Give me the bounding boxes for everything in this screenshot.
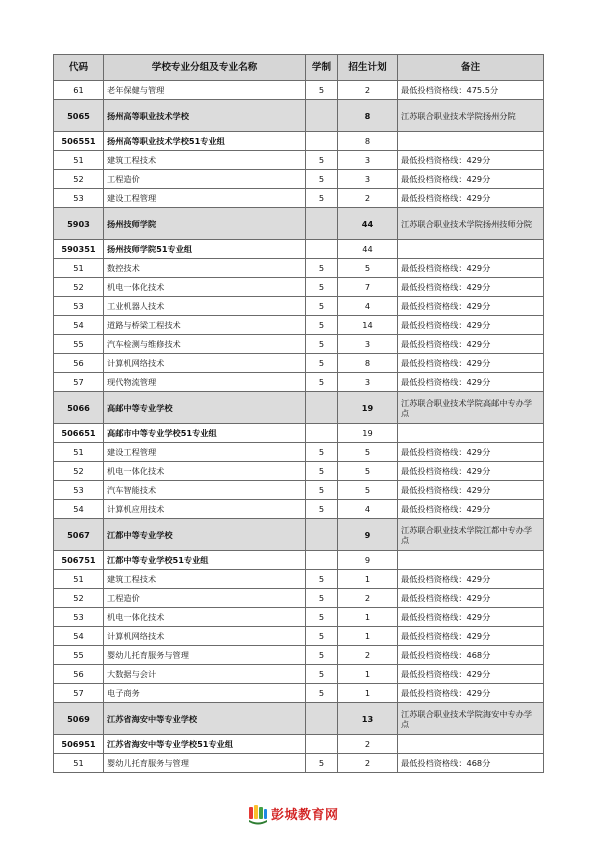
cell-years: 5 [306,170,338,189]
cell-code: 51 [54,259,104,278]
header-plan: 招生计划 [338,55,398,81]
group-row [54,132,544,151]
header-code: 代码 [54,55,104,81]
cell-code: 52 [54,170,104,189]
major-row [54,373,544,392]
cell-plan: 3 [338,151,398,170]
cell-note: 江苏联合职业技术学院海安中专办学点 [398,703,544,735]
cell-note: 最低投档资格线：429分 [398,373,544,392]
cell-name: 大数据与会计 [104,665,306,684]
cell-years [306,424,338,443]
school-row [54,703,544,735]
cell-name: 江都中等专业学校 [104,519,306,551]
cell-note: 江苏联合职业技术学院高邮中专办学点 [398,392,544,424]
cell-plan: 8 [338,100,398,132]
cell-note: 最低投档资格线：429分 [398,259,544,278]
cell-years [306,240,338,259]
cell-name: 机电一体化技术 [104,278,306,297]
cell-name: 婴幼儿托育服务与管理 [104,646,306,665]
cell-code: 5069 [54,703,104,735]
cell-years: 5 [306,646,338,665]
cell-code: 506551 [54,132,104,151]
cell-plan: 1 [338,627,398,646]
cell-years [306,703,338,735]
cell-years: 5 [306,570,338,589]
major-row [54,316,544,335]
cell-name: 机电一体化技术 [104,462,306,481]
header-name: 学校专业分组及专业名称 [104,55,306,81]
school-row [54,519,544,551]
cell-code: 55 [54,335,104,354]
cell-code: 53 [54,189,104,208]
cell-name: 扬州技师学院51专业组 [104,240,306,259]
cell-years: 5 [306,81,338,100]
cell-plan: 9 [338,551,398,570]
cell-years [306,132,338,151]
cell-years: 5 [306,443,338,462]
cell-name: 老年保健与管理 [104,81,306,100]
cell-note: 江苏联合职业技术学院江都中专办学点 [398,519,544,551]
table-body [54,81,544,773]
group-row [54,240,544,259]
cell-years: 5 [306,462,338,481]
cell-note: 最低投档资格线：475.5分 [398,81,544,100]
cell-years [306,551,338,570]
cell-years: 5 [306,151,338,170]
cell-name: 机电一体化技术 [104,608,306,627]
group-row [54,735,544,754]
cell-code: 53 [54,297,104,316]
cell-note: 最低投档资格线：429分 [398,278,544,297]
cell-plan: 3 [338,373,398,392]
major-row [54,500,544,519]
header-note: 备注 [398,55,544,81]
cell-code: 54 [54,627,104,646]
cell-years [306,208,338,240]
cell-note: 最低投档资格线：429分 [398,170,544,189]
cell-note [398,551,544,570]
cell-code: 5066 [54,392,104,424]
cell-name: 建筑工程技术 [104,570,306,589]
cell-note: 最低投档资格线：429分 [398,684,544,703]
cell-plan: 44 [338,240,398,259]
cell-name: 扬州高等职业技术学校 [104,100,306,132]
cell-note: 最低投档资格线：429分 [398,627,544,646]
cell-code: 51 [54,443,104,462]
cell-name: 工程造价 [104,170,306,189]
major-row [54,189,544,208]
cell-plan: 14 [338,316,398,335]
cell-years: 5 [306,354,338,373]
cell-code: 5903 [54,208,104,240]
cell-plan: 2 [338,81,398,100]
cell-code: 51 [54,570,104,589]
cell-name: 汽车检测与维修技术 [104,335,306,354]
cell-name: 高邮市中等专业学校51专业组 [104,424,306,443]
cell-plan: 5 [338,443,398,462]
cell-note: 最低投档资格线：429分 [398,335,544,354]
cell-name: 计算机网络技术 [104,354,306,373]
cell-name: 江苏省海安中等专业学校 [104,703,306,735]
group-row [54,424,544,443]
cell-code: 506951 [54,735,104,754]
cell-name: 建筑工程技术 [104,151,306,170]
cell-name: 汽车智能技术 [104,481,306,500]
cell-code: 506751 [54,551,104,570]
major-row [54,443,544,462]
cell-years: 5 [306,665,338,684]
major-row [54,754,544,773]
cell-plan: 1 [338,570,398,589]
major-row [54,646,544,665]
cell-code: 57 [54,373,104,392]
cell-years: 5 [306,608,338,627]
cell-note: 最低投档资格线：429分 [398,462,544,481]
cell-code: 61 [54,81,104,100]
major-row [54,589,544,608]
major-row [54,335,544,354]
major-row [54,278,544,297]
cell-note: 最低投档资格线：429分 [398,189,544,208]
cell-plan: 9 [338,519,398,551]
cell-years: 5 [306,335,338,354]
cell-plan: 8 [338,354,398,373]
cell-code: 57 [54,684,104,703]
cell-years: 5 [306,627,338,646]
cell-name: 建设工程管理 [104,443,306,462]
cell-years: 5 [306,278,338,297]
cell-note: 最低投档资格线：429分 [398,297,544,316]
cell-years [306,392,338,424]
admission-plan-table [53,54,544,773]
major-row [54,354,544,373]
cell-plan: 5 [338,259,398,278]
major-row [54,665,544,684]
cell-plan: 2 [338,189,398,208]
cell-plan: 44 [338,208,398,240]
cell-years: 5 [306,589,338,608]
cell-plan: 5 [338,462,398,481]
major-row [54,297,544,316]
cell-note: 最低投档资格线：429分 [398,481,544,500]
cell-years: 5 [306,481,338,500]
cell-plan: 2 [338,646,398,665]
cell-years: 5 [306,373,338,392]
cell-code: 53 [54,481,104,500]
major-row [54,684,544,703]
major-row [54,481,544,500]
cell-years: 5 [306,316,338,335]
cell-code: 590351 [54,240,104,259]
group-row [54,551,544,570]
cell-code: 53 [54,608,104,627]
cell-plan: 1 [338,608,398,627]
cell-code: 51 [54,754,104,773]
cell-plan: 7 [338,278,398,297]
cell-plan: 1 [338,684,398,703]
major-row [54,608,544,627]
cell-plan: 4 [338,500,398,519]
cell-plan: 19 [338,392,398,424]
cell-note: 江苏联合职业技术学院扬州分院 [398,100,544,132]
header-years: 学制 [306,55,338,81]
cell-plan: 8 [338,132,398,151]
cell-name: 婴幼儿托育服务与管理 [104,754,306,773]
cell-name: 计算机应用技术 [104,500,306,519]
cell-note: 最低投档资格线：429分 [398,589,544,608]
cell-code: 52 [54,278,104,297]
cell-years: 5 [306,500,338,519]
major-row [54,151,544,170]
cell-plan: 3 [338,335,398,354]
cell-note [398,240,544,259]
cell-plan: 2 [338,754,398,773]
cell-name: 道路与桥梁工程技术 [104,316,306,335]
major-row [54,462,544,481]
cell-note: 最低投档资格线：429分 [398,316,544,335]
cell-plan: 13 [338,703,398,735]
cell-name: 扬州技师学院 [104,208,306,240]
cell-name: 建设工程管理 [104,189,306,208]
cell-name: 江苏省海安中等专业学校51专业组 [104,735,306,754]
cell-name: 工程造价 [104,589,306,608]
book-logo-icon [248,803,268,825]
school-row [54,100,544,132]
cell-note: 最低投档资格线：468分 [398,754,544,773]
cell-years [306,100,338,132]
cell-name: 计算机网络技术 [104,627,306,646]
cell-plan: 2 [338,735,398,754]
cell-name: 电子商务 [104,684,306,703]
cell-code: 52 [54,589,104,608]
cell-note: 最低投档资格线：429分 [398,443,544,462]
cell-code: 55 [54,646,104,665]
cell-code: 56 [54,665,104,684]
cell-code: 54 [54,316,104,335]
cell-years [306,735,338,754]
major-row [54,170,544,189]
cell-code: 54 [54,500,104,519]
cell-note: 最低投档资格线：429分 [398,570,544,589]
major-row [54,570,544,589]
cell-plan: 19 [338,424,398,443]
cell-years: 5 [306,684,338,703]
major-row [54,627,544,646]
cell-name: 江都中等专业学校51专业组 [104,551,306,570]
cell-years: 5 [306,189,338,208]
cell-name: 高邮中等专业学校 [104,392,306,424]
cell-note: 最低投档资格线：429分 [398,354,544,373]
cell-note: 最低投档资格线：429分 [398,608,544,627]
table-header-row [54,55,544,81]
cell-years: 5 [306,297,338,316]
cell-code: 52 [54,462,104,481]
cell-name: 工业机器人技术 [104,297,306,316]
logo-text: 彭城教育网 [271,808,339,823]
school-row [54,208,544,240]
cell-note: 最低投档资格线：429分 [398,665,544,684]
cell-code: 51 [54,151,104,170]
cell-note [398,424,544,443]
cell-name: 数控技术 [104,259,306,278]
cell-years: 5 [306,754,338,773]
cell-note [398,735,544,754]
cell-code: 5067 [54,519,104,551]
cell-note: 最低投档资格线：429分 [398,500,544,519]
cell-years [306,519,338,551]
cell-code: 506651 [54,424,104,443]
cell-years: 5 [306,259,338,278]
cell-plan: 5 [338,481,398,500]
cell-name: 现代物流管理 [104,373,306,392]
cell-code: 5065 [54,100,104,132]
cell-note [398,132,544,151]
cell-name: 扬州高等职业技术学校51专业组 [104,132,306,151]
major-row [54,259,544,278]
cell-plan: 1 [338,665,398,684]
cell-code: 56 [54,354,104,373]
cell-plan: 4 [338,297,398,316]
site-logo [248,803,358,829]
cell-note: 最低投档资格线：429分 [398,151,544,170]
major-row [54,81,544,100]
school-row [54,392,544,424]
cell-plan: 3 [338,170,398,189]
cell-plan: 2 [338,589,398,608]
cell-note: 最低投档资格线：468分 [398,646,544,665]
cell-note: 江苏联合职业技术学院扬州技师分院 [398,208,544,240]
